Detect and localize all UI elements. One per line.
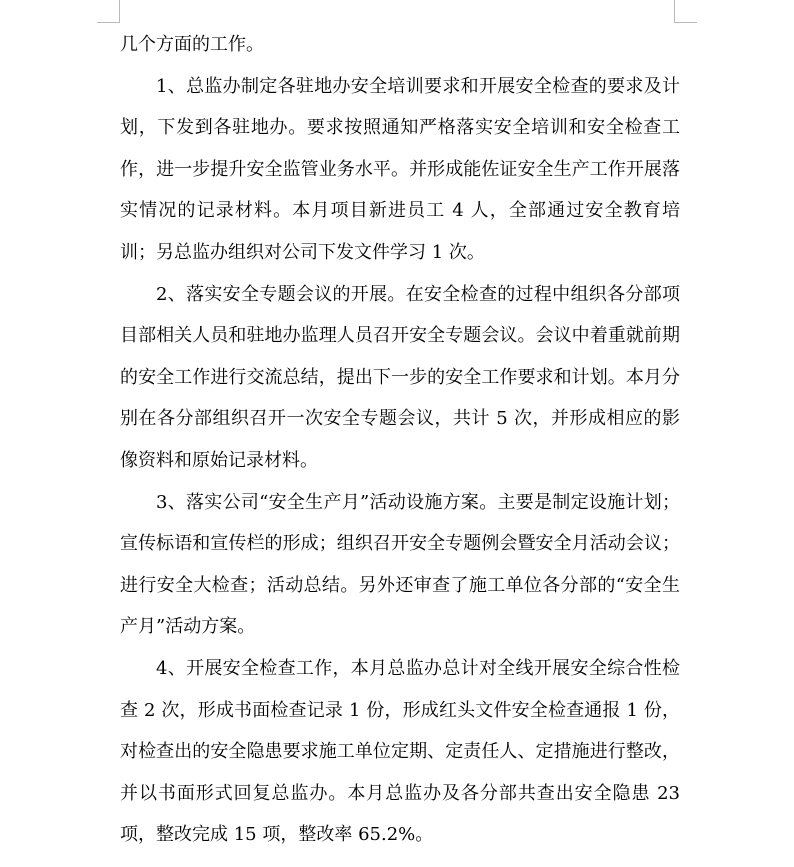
- paragraph-item-4: 4、开展安全检查工作，本月总监办总计对全线开展安全综合性检查 2 次，形成书面检查记录 1 份，形成红头文件安全检查通报 1 份，对检查出的安全隐患要求施工单位定期、定责任人、定措施进行整改，并以书面形式回复总监办。本月总监办及各分部共查出安全隐患 23 项，整改完成 15 项，整改率 65.2%。: [120, 657, 686, 846]
- paragraph-item-1: 1、总监办制定各驻地办安全培训要求和开展安全检查的要求及计划，下发到各驻地办。要求按照通知严格落实安全培训和安全检查工作，进一步提升安全监管业务水平。并形成能佐证安全生产工作开展落实情况的记录材料。本月项目新进员工 4 人，全部通过安全教育培训；另总监办组织对公司下发文件学习 1 次。: [120, 75, 680, 263]
- document-body: [120, 24, 686, 856]
- page-corner-mark-left: [97, 0, 120, 23]
- paragraph-continuation: 几个方面的工作。: [120, 34, 264, 55]
- paragraph-item-2: 2、落实安全专题会议的开展。在安全检查的过程中组织各分部项目部相关人员和驻地办监理人员召开安全专题会议。会议中着重就前期的安全工作进行交流总结，提出下一步的安全工作要求和计划。本月分别在各分部组织召开一次安全专题会议，共计 5 次，并形成相应的影像资料和原始记录材料。: [120, 283, 680, 471]
- page-corner-mark-right: [674, 0, 697, 23]
- paragraph-item-3: 3、落实公司“安全生产月”活动设施方案。主要是制定设施计划；宣传标语和宣传栏的形成；组织召开安全专题例会暨安全月活动会议；进行安全大检查；活动总结。另外还审查了施工单位各分部的“安全生产月”活动方案。: [120, 491, 680, 638]
